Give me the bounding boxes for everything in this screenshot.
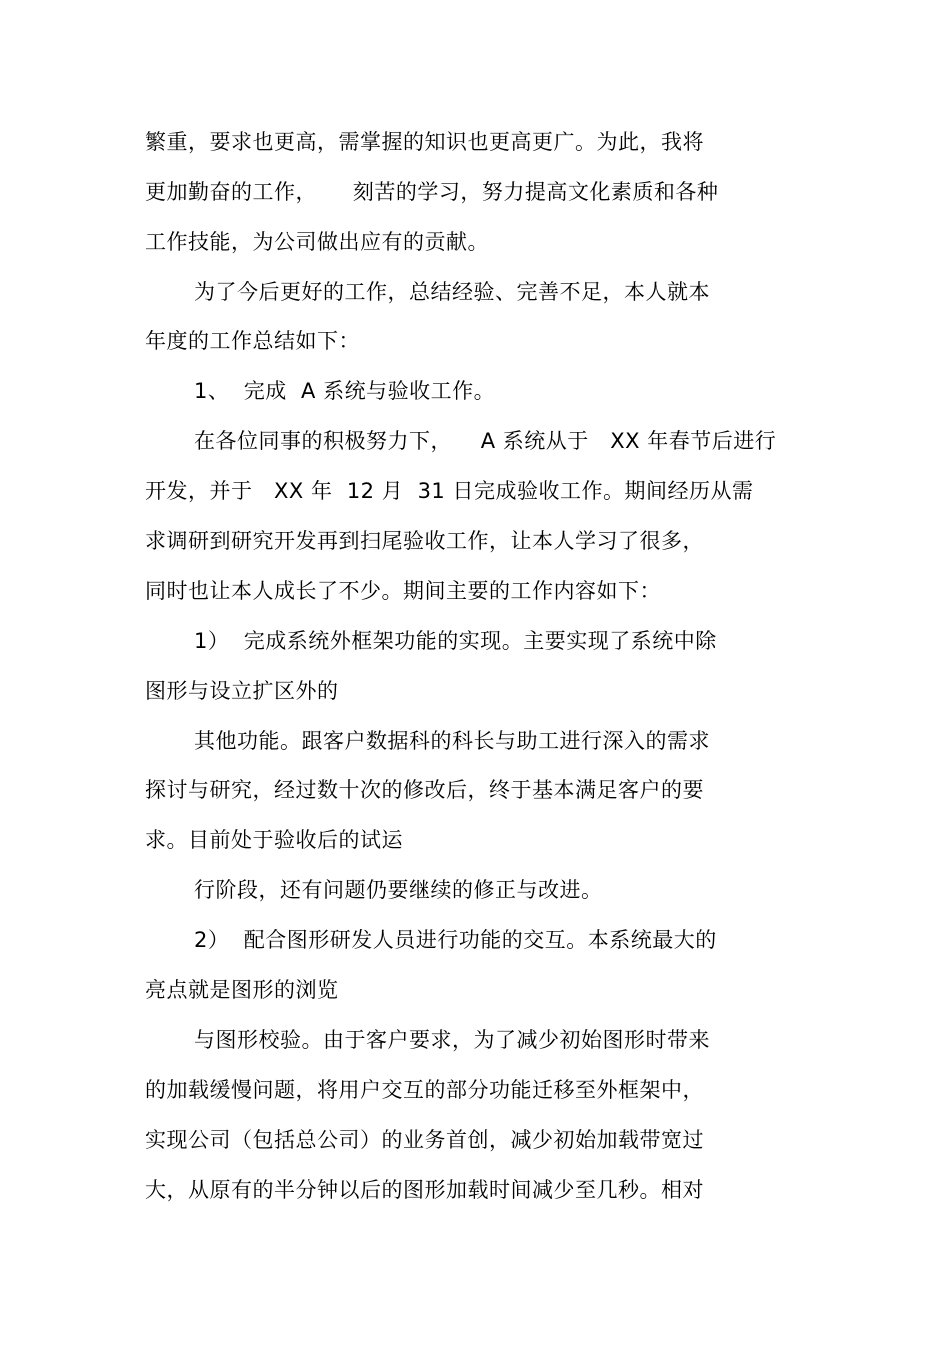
paragraph-start-line: 在各位同事的积极努力下， A 系统从于 XX 年春节后进行 [194,429,777,453]
text-line: 年度的工作总结如下： [145,329,360,353]
text-line: 工作技能，为公司做出应有的贡献。 [145,230,489,254]
text-line: 实现公司（包括总公司）的业务首创，减少初始加载带宽过 [145,1128,704,1152]
paragraph-start-line: 为了今后更好的工作，总结经验、完善不足，本人就本 [194,280,710,304]
paragraph-start-line: 行阶段，还有问题仍要继续的修正与改进。 [194,878,603,902]
text-line: 求。目前处于验收后的试运 [145,828,403,852]
text-line: 的加载缓慢问题，将用户交互的部分功能迁移至外框架中， [145,1078,704,1102]
paragraph-start-line: 其他功能。跟客户数据科的科长与助工进行深入的需求 [194,729,710,753]
text-line: 探讨与研究，经过数十次的修改后，终于基本满足客户的要 [145,778,704,802]
paragraph-start-line: 与图形校验。由于客户要求，为了减少初始图形时带来 [194,1028,710,1052]
list-item-line: 1） 完成系统外框架功能的实现。主要实现了系统中除 [194,629,717,653]
text-line: 更加勤奋的工作， 刻苦的学习，努力提高文化素质和各种 [145,180,719,204]
text-line: 大，从原有的半分钟以后的图形加载时间减少至几秒。相对 [145,1178,704,1202]
text-line: 图形与设立扩区外的 [145,679,339,703]
section-heading: 1、 完成 A 系统与验收工作。 [194,379,496,403]
text-line: 同时也让本人成长了不少。期间主要的工作内容如下： [145,579,661,603]
text-line: 求调研到研究开发再到扫尾验收工作，让本人学习了很多， [145,529,704,553]
text-line: 亮点就是图形的浏览 [145,978,339,1002]
text-line: 开发，并于 XX 年 12 月 31 日完成验收工作。期间经历从需 [145,479,754,503]
list-item-line: 2） 配合图形研发人员进行功能的交互。本系统最大的 [194,928,717,952]
text-line: 繁重，要求也更高，需掌握的知识也更高更广。为此，我将 [145,130,704,154]
